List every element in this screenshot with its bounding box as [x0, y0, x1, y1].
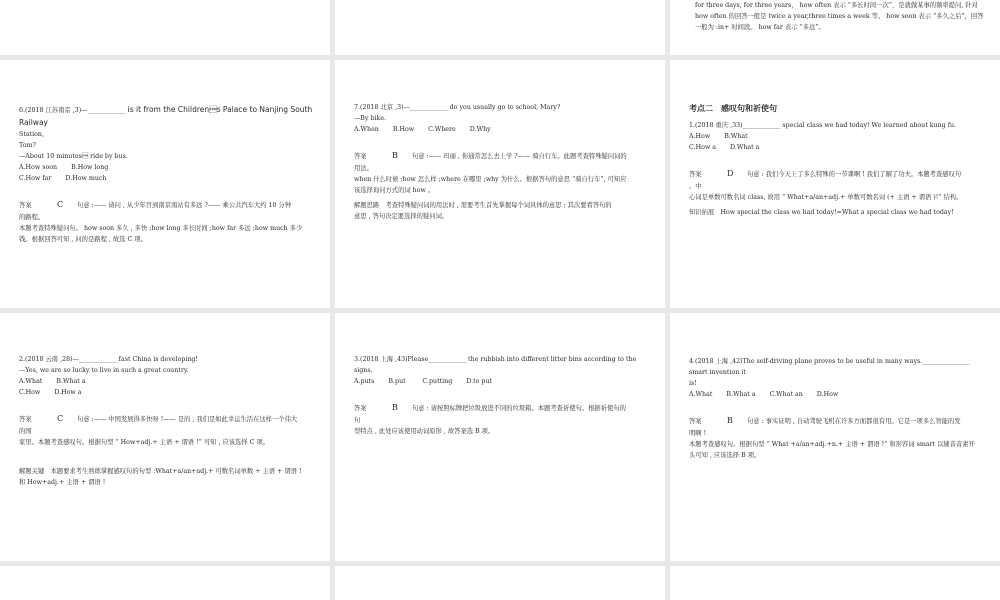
question-stem: 1.(2018 重庆 ,33)____________ special class we had today! We learned about kung fu. [689, 122, 957, 129]
page-keypoint-2 [670, 60, 1000, 308]
question-line: is! [689, 380, 697, 388]
options-row [689, 131, 984, 142]
answer-label: 答案 [19, 202, 32, 210]
answer-key: C [57, 200, 64, 210]
option-a: A.When [354, 126, 379, 134]
page-question-7 [335, 60, 665, 308]
options-row [19, 376, 314, 387]
tip-block: 解题关键 本题要求考生熟练掌握感叹句的句型 :What+a/an+adj.+ 可数名词单数 + 主语 + 谓语 ! 和 How+adj.+ 主语 + 谓语 ! [19, 468, 302, 487]
option-b: B.What [724, 133, 748, 141]
page-question-4 [670, 313, 1000, 561]
option-d: D.to put [466, 378, 493, 386]
answer-label: 答案 [689, 418, 702, 426]
text-line: how often 的回答一般是 twice a year,three times a week 等。 how soon 表示 “多久之后”，回答 [695, 13, 984, 21]
question-stem: 4.(2018 上海 ,42)The self-driving plane proves to be useful in many ways._______________ smart invention it [689, 358, 970, 377]
option-d: D.Why [469, 126, 491, 134]
option-b: B.What a [726, 391, 756, 399]
answer-key: B [392, 403, 398, 413]
tip-block: 知识拓展 How special the class we had today!=What a special class we had today! [689, 209, 954, 217]
question-4 [689, 356, 984, 461]
options-row [689, 389, 984, 400]
answer-block: 答案 B 句意 :—— 玛丽 , 你通常怎么去上学 ?—— 骑自行车。此题考查特殊疑问词的 用法。 when 什么时候 ;how 怎么样 ;where 在哪里 ;why 为什么。根据答句的意思 “骑自行车”, 可知应 该选择询问方式的词 how 。 [354, 151, 627, 195]
option-d: D.How much [65, 175, 107, 183]
option-c: C.putting [422, 378, 453, 386]
answer-label: 答案 [354, 153, 367, 161]
answer-block: 答案 B 句意 : 请按照标牌把垃圾放进不同的垃圾箱。本题考查祈使句。根据祈使句的 句 型特点 , 此处应该使用动词原形 , 故答案选 B 项。 [354, 403, 626, 436]
option-d: D.How [816, 391, 839, 399]
question-stem: 2.(2018 云南 ,28)—____________ fast China is developing! [19, 356, 198, 363]
answer-label: 答案 [689, 171, 702, 179]
question-line: —About 10 minutes ride by bus. [19, 153, 128, 161]
question-stem: 7.(2018 北京 ,3)—____________ do you usually go to school, Mary? [354, 104, 561, 111]
option-b: B.How [392, 126, 415, 134]
option-a: A.What [689, 391, 713, 399]
option-d: D.How a [54, 389, 82, 397]
option-c: C.How a [689, 144, 717, 152]
page-question-6 [0, 60, 330, 308]
question-line: Tom? [19, 142, 36, 150]
option-c: C.How far [19, 175, 52, 183]
page-bottom-middle [335, 566, 665, 600]
option-c: C.What an [769, 391, 803, 399]
answer-block: 答案 C 句意 :—— 中国发展得多快呀 !—— 是的 , 我们是如此幸运生活在这样一个伟大 的国 家里。本题考查感叹句。根据句型 “ How+adj.+ 主语 + 谓语 !” 可知 , 应该选择 C 项。 [19, 414, 298, 447]
question-2 [19, 354, 314, 488]
option-b: B.How long [71, 164, 109, 172]
options-row [354, 124, 649, 135]
text-line: 一般为 :in+ 时间段。 how far 表示 “多远”。 [695, 24, 825, 32]
option-b: B.put [388, 378, 406, 386]
option-c: C.Where [428, 126, 456, 134]
top-right-text [695, 0, 984, 33]
option-b: B.What a [56, 378, 86, 386]
tip-block: 解题思路 考查特殊疑问词的用法时 , 需要考生首先掌握每个词具体的意思 ; 其次要看答句的 意思 , 答句决定要选择的疑问词。 [354, 202, 612, 221]
answer-block: 答案 C 句意 :—— 请问 , 从少年宫到南京南站有多远 ?—— 乘公共汽车大约 10 分钟 的路程。 本题考查特殊疑问句。 how soon 多久 , 多快 ;how long 多长时间 ;how far 多远 ;how much 多少 钱。根据回答可知 , 问的是路程 , 故选 C 项。 [19, 200, 303, 244]
page-top-left [0, 0, 330, 55]
page-bottom-right [670, 566, 1000, 600]
answer-block: 答案 D 句意 : 我们今天上了多么特殊的一节课啊 ! 我们了解了功夫。本题考查感叹句 。中 心词是单数可数名词 class, 故用 “ What+a/an+adj.+ 单数可数名词 (+ 主语 + 谓语 )!” 结构。 [689, 169, 963, 202]
options-row [19, 173, 314, 184]
section-title: 考点二 感叹句和祈使句 [689, 104, 777, 113]
question-3 [354, 354, 649, 437]
options-row [19, 387, 314, 398]
page-top-middle [335, 0, 665, 55]
answer-key: C [57, 414, 64, 424]
page-question-2 [0, 313, 330, 561]
answer-block: 答案 B 句意 : 事实证明 , 自动驾驶飞机在许多方面都很有用。它是一项多么智能的发 明啊 ! 本题考查感叹句。根据句型 “ What +a/an+adj.+n.+ 主语 + 谓语 !” 和形容词 smart 以辅音音素开 头可知 , 应该选择 B 项。 [689, 416, 975, 460]
question-line: —Yes, we are so lucky to live in such a great country. [19, 367, 189, 375]
question-line: Station, [19, 131, 44, 139]
option-a: A.How [689, 133, 711, 141]
answer-label: 答案 [354, 405, 367, 413]
page-top-right [670, 0, 1000, 55]
answer-key: B [392, 151, 398, 161]
question-stem: 3.(2018 上海 ,43)Please____________ the rubbish into different litter bins according to the signs. [354, 356, 637, 375]
keypoint-2 [689, 102, 984, 218]
text-line: for three days, for three years， how often 表示 “多长时间一次”，是就做某事的频率提问, 针对 [695, 2, 978, 9]
answer-label: 答案 [19, 416, 32, 424]
option-c: C.How [19, 389, 41, 397]
answer-key: B [727, 416, 733, 426]
options-row [19, 162, 314, 173]
answer-key: D [727, 169, 734, 179]
option-a: A.How soon [19, 164, 58, 172]
page-question-3 [335, 313, 665, 561]
question-6 [19, 103, 314, 245]
option-d: D.What a [730, 144, 760, 152]
question-7 [354, 102, 649, 222]
page-bottom-left [0, 566, 330, 600]
options-row [689, 142, 984, 153]
question-stem: 6.(2018 江苏南京 ,3)—____________ is it from the Childrens Palace to Nanjing South Railway [19, 105, 313, 128]
question-line: —By bike. [354, 115, 387, 123]
option-a: A.What [19, 378, 43, 386]
option-a: A.puts [354, 378, 375, 386]
options-row [354, 376, 649, 387]
